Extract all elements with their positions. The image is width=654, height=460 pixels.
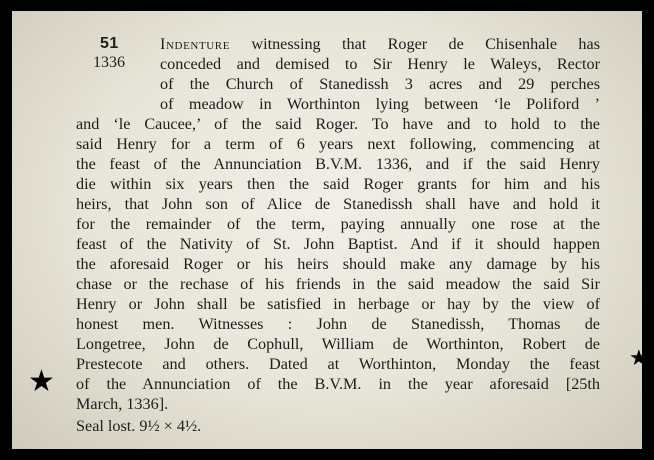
text-line-2: conceded and demised to Sir Henry le Waleys, Rector: [160, 55, 600, 73]
first-word: Indenture: [160, 35, 231, 53]
seal-note: Seal lost. 9½ × 4½.: [76, 417, 202, 435]
deed-entry: [12, 11, 642, 449]
text-line-19: March, 1336].: [76, 395, 169, 413]
text-line-7: the feast of the Annunciation B.V.M. 1336, and if the said Henry: [76, 155, 600, 173]
document-page: [12, 11, 649, 449]
text-line-11: feast of the Nativity of St. John Baptist. And if it should happen: [76, 235, 600, 253]
text-line-4: of meadow in Worthinton lying between ‘le Poliford ’: [160, 95, 600, 113]
text-line-13: chase or the rechase of his friends in the said meadow the said Sir: [76, 275, 600, 293]
text-line-9: heirs, that John son of Alice de Stanedissh shall have and hold it: [76, 195, 600, 213]
text-line-1-rest: witnessing that Roger de Chisenhale has: [230, 35, 600, 53]
text-line-17: Prestecote and others. Dated at Worthinton, Monday the feast: [76, 355, 600, 373]
text-line-6: said Henry for a term of 6 years next following, commencing at: [76, 135, 600, 153]
text-line-1: [160, 35, 600, 54]
entry-number: 51: [100, 35, 119, 52]
text-line-10: for the remainder of the term, paying annually one rose at the: [76, 215, 600, 233]
entry-year: 1336: [93, 54, 125, 71]
text-line-8: die within six years then the said Roger grants for him and his: [76, 175, 600, 193]
text-line-5: and ‘le Caucee,’ of the said Roger. To have and to hold to the: [76, 115, 600, 133]
text-line-15: honest men. Witnesses : John de Stanedissh, Thomas de: [76, 315, 600, 333]
text-line-16: Longetree, John de Cophull, William de Worthinton, Robert de: [76, 335, 600, 353]
text-line-18: of the Annunciation of the B.V.M. in the year aforesaid [25th: [76, 375, 600, 393]
text-line-12: the aforesaid Roger or his heirs should make any damage by his: [76, 255, 600, 273]
right-star-icon: ★: [629, 346, 649, 371]
left-star-icon: ★: [28, 364, 55, 399]
text-line-14: Henry or John shall be satisfied in herbage or hay by the view of: [76, 295, 600, 313]
text-line-3: of the Church of Stanedissh 3 acres and 29 perches: [160, 75, 600, 93]
